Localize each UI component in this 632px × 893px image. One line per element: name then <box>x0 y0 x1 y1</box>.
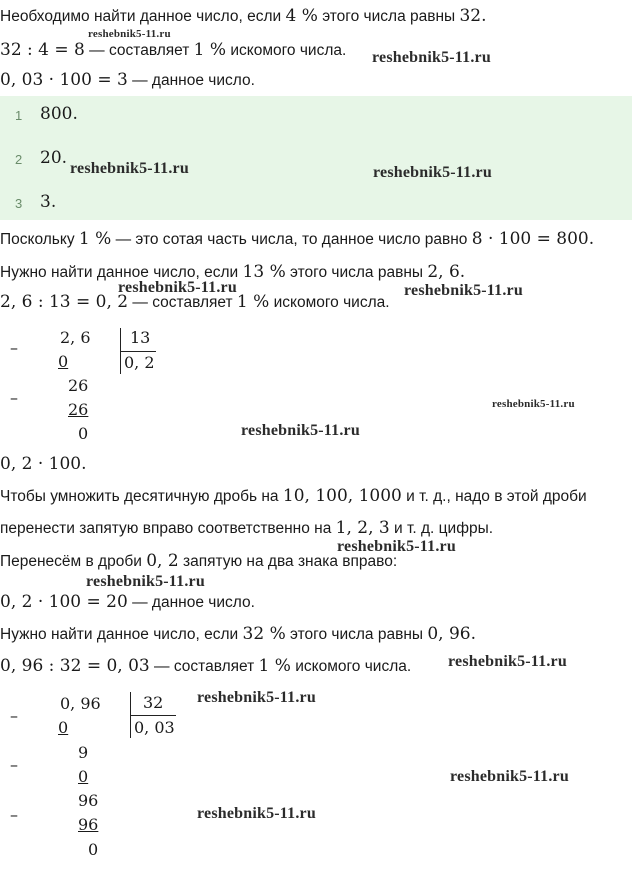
remainder: 0 <box>78 424 89 443</box>
watermark: reshebnik5-11.ru <box>372 49 491 66</box>
problem4-line2: 0, 96 : 32 = 0, 03 — составляет 1 % искомого числа. <box>0 656 412 676</box>
minus-sign: – <box>10 755 18 774</box>
result-expression: 0, 2 · 100. <box>0 454 87 474</box>
answer-value: 3. <box>40 192 57 212</box>
watermark: reshebnik5-11.ru <box>492 398 575 410</box>
watermark: reshebnik5-11.ru <box>197 805 316 822</box>
watermark: reshebnik5-11.ru <box>197 689 316 706</box>
problem4-line1: Нужно найти данное число, если 32 % этого числа равны 0, 96. <box>0 624 477 644</box>
minus-sign: – <box>10 338 18 357</box>
problem3-line1: Нужно найти данное число, если 13 % этого числа равны 2, 6. <box>0 262 466 282</box>
rule-line2: перенести запятую вправо соответственно на 1, 2, 3 и т. д. цифры. <box>0 518 494 538</box>
dividend: 0, 96 <box>60 694 101 713</box>
remainder: 96 <box>78 791 99 810</box>
remainder: 26 <box>68 376 89 395</box>
remainder: 0 <box>88 840 99 859</box>
final-answer-line: 0, 2 · 100 = 20 — данное число. <box>0 592 255 612</box>
answer-number: 2 <box>15 152 23 167</box>
problem2-line1: Поскольку 1 % — это сотая часть числа, то данное число равно 8 · 100 = 800. <box>0 229 595 249</box>
quotient: 0, 03 <box>134 718 175 737</box>
watermark: reshebnik5-11.ru <box>118 279 237 296</box>
division-bar <box>120 351 156 352</box>
watermark: reshebnik5-11.ru <box>337 538 456 555</box>
answer-number: 3 <box>15 196 23 211</box>
answers-box <box>0 96 632 220</box>
rule-line1: Чтобы умножить десятичную дробь на 10, 100, 1000 и т. д., надо в этой дроби <box>0 486 587 506</box>
watermark: reshebnik5-11.ru <box>241 422 360 439</box>
problem1-line3: 0, 03 · 100 = 3 — данное число. <box>0 70 255 90</box>
subtrahend: 96 <box>78 815 99 834</box>
subtrahend: 0 <box>58 718 69 737</box>
watermark: reshebnik5-11.ru <box>373 164 492 181</box>
remainder: 9 <box>78 743 89 762</box>
subtrahend: 0 <box>78 767 89 786</box>
problem1-line1: Необходимо найти данное число, если 4 % этого числа равны 32. <box>0 6 487 26</box>
subtrahend: 26 <box>68 400 89 419</box>
watermark: reshebnik5-11.ru <box>70 160 189 177</box>
answer-value: 20. <box>40 148 68 168</box>
problem3-line2: 2, 6 : 13 = 0, 2 — составляет 1 % искомого числа. <box>0 292 390 312</box>
minus-sign: – <box>10 388 18 407</box>
divisor: 13 <box>130 328 151 347</box>
minus-sign: – <box>10 706 18 725</box>
answer-number: 1 <box>15 108 23 123</box>
dividend: 2, 6 <box>60 328 91 347</box>
minus-sign: – <box>10 805 18 824</box>
watermark: reshebnik5-11.ru <box>404 282 523 299</box>
quotient: 0, 2 <box>124 353 155 372</box>
answer-value: 800. <box>40 104 78 124</box>
watermark: reshebnik5-11.ru <box>86 573 205 590</box>
watermark: reshebnik5-11.ru <box>448 653 567 670</box>
move-comma-line: Перенесём в дроби 0, 2 запятую на два знака вправо: <box>0 551 398 571</box>
divisor: 32 <box>143 693 164 712</box>
watermark: reshebnik5-11.ru <box>450 768 569 785</box>
division-bar <box>130 715 176 716</box>
subtrahend: 0 <box>58 352 69 371</box>
problem1-line2: 32 : 4 = 8 — составляет 1 % искомого числа. <box>0 40 347 60</box>
watermark: reshebnik5-11.ru <box>88 28 171 40</box>
